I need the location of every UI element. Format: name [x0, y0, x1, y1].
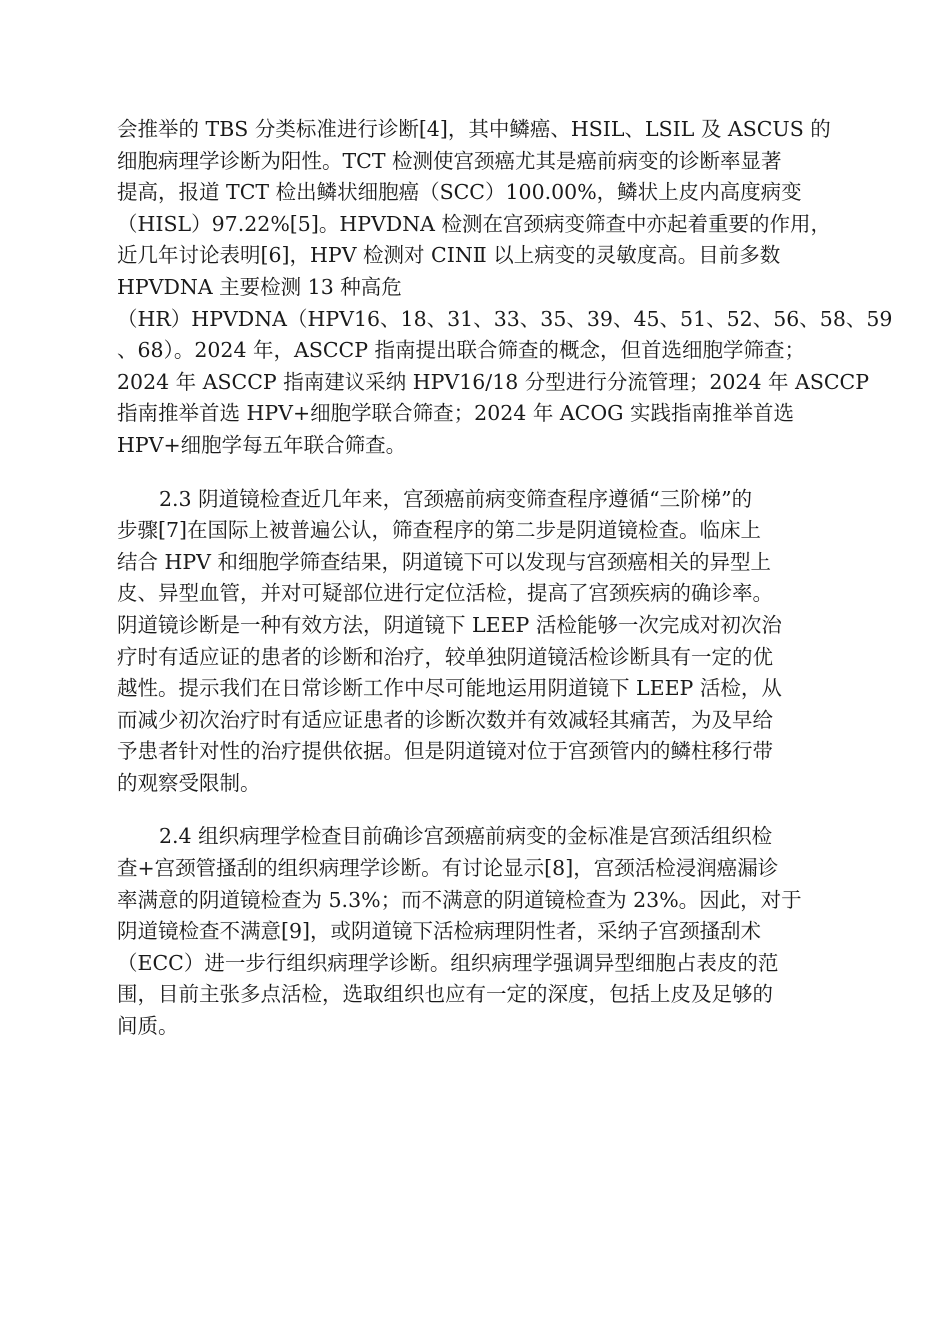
text-line: 2.3 阴道镜检查近几年来，宫颈癌前病变筛查程序遵循“三阶梯”的 [159, 486, 753, 511]
text-line: 而减少初次治疗时有适应证患者的诊断次数并有效减轻其痛苦，为及早给 [117, 707, 773, 732]
text-line: 间质。 [117, 1014, 179, 1039]
text-line: 皮、异型血管，并对可疑部位进行定位活检，提高了宫颈疾病的确诊率。 [117, 581, 773, 606]
paragraph-spacing [117, 799, 833, 821]
text-line: （HR）HPVDNA（HPV16、18、31、33、35、39、45、51、52、56、58、59 [117, 306, 893, 331]
text-line: 近几年讨论表明[6]，HPV 检测对 CINⅡ 以上病变的灵敏度高。目前多数 [117, 243, 781, 268]
paragraph-screening-methods [117, 114, 893, 462]
text-line: 提高，报道 TCT 检出鳞状细胞癌（SCC）100.00%，鳞状上皮内高度病变 [117, 180, 802, 205]
text-line: 细胞病理学诊断为阳性。TCT 检测使宫颈癌尤其是癌前病变的诊断率显著 [117, 148, 782, 173]
paragraph-spacing [117, 462, 833, 484]
document-body [117, 114, 893, 1043]
text-line: 查+宫颈管搔刮的组织病理学诊断。有讨论显示[8]，宫颈活检浸润癌漏诊 [117, 856, 779, 881]
text-line: 、68）。2024 年，ASCCP 指南提出联合筛查的概念，但首选细胞学筛查； [117, 338, 806, 363]
text-line: 会推举的 TBS 分类标准进行诊断[4]，其中鳞癌、HSIL、LSIL 及 ASCUS 的 [117, 117, 831, 141]
text-line: 率满意的阴道镜检查为 5.3%；而不满意的阴道镜检查为 23%。因此，对于 [117, 887, 802, 912]
text-line: 越性。提示我们在日常诊断工作中尽可能地运用阴道镜下 LEEP 活检，从 [117, 676, 782, 701]
text-line: 疗时有适应证的患者的诊断和治疗，较单独阴道镜活检诊断具有一定的优 [117, 644, 773, 669]
text-line: 的观察受限制。 [117, 770, 261, 795]
text-line: 予患者针对性的治疗提供依据。但是阴道镜对位于宫颈管内的鳞柱移行带 [117, 739, 773, 764]
paragraph-histopathology [117, 821, 833, 1042]
text-line: 结合 HPV 和细胞学筛查结果，阴道镜下可以发现与宫颈癌相关的异型上 [117, 549, 772, 574]
text-line: 2024 年 ASCCP 指南建议采纳 HPV16/18 分型进行分流管理；2024 年 ASCCP [117, 369, 870, 394]
text-line: 阴道镜检查不满意[9]，或阴道镜下活检病理阴性者，采纳子宫颈搔刮术 [117, 919, 762, 944]
text-line: HPV+细胞学每五年联合筛查。 [117, 432, 407, 457]
text-line: 阴道镜诊断是一种有效方法，阴道镜下 LEEP 活检能够一次完成对初次治 [117, 612, 782, 637]
text-line: 2.4 组织病理学检查目前确诊宫颈癌前病变的金标准是宫颈活组织检 [159, 824, 773, 849]
text-line: HPVDNA 主要检测 13 种高危 [117, 274, 402, 299]
text-line: （HISL）97.22%[5]。HPVDNA 检测在宫颈病变筛查中亦起着重要的作用， [117, 211, 832, 236]
text-line: 步骤[7]在国际上被普遍公认，筛查程序的第二步是阴道镜检查。临床上 [117, 518, 762, 543]
text-line: 指南推举首选 HPV+细胞学联合筛查；2024 年 ACOG 实践指南推举首选 [117, 401, 795, 426]
paragraph-colposcopy [117, 484, 833, 800]
text-line: （ECC）进一步行组织病理学诊断。组织病理学强调异型细胞占表皮的范 [117, 950, 779, 975]
text-line: 围，目前主张多点活检，选取组织也应有一定的深度，包括上皮及足够的 [117, 982, 773, 1007]
